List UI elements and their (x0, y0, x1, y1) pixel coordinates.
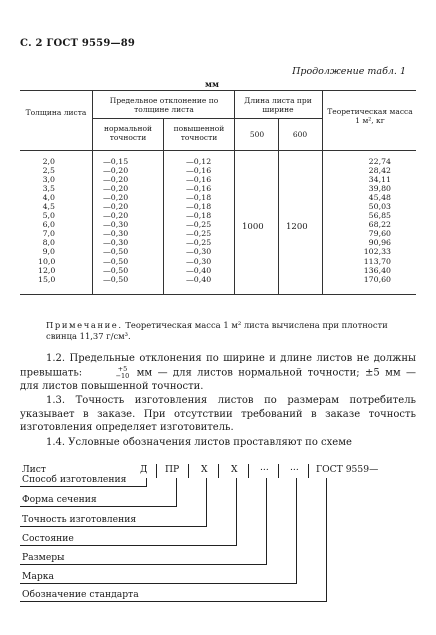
header-normal-accuracy: нормальной точности (104, 124, 152, 142)
scheme-leader-method (20, 486, 146, 487)
note-label: Примечание. (46, 320, 123, 330)
cell-high-deviation: —0,12 (186, 157, 212, 166)
scheme-sep (308, 464, 309, 478)
cell-mass: 22,74 (368, 157, 391, 166)
scheme-label-condition: Состояние (22, 533, 74, 544)
cell-mass: 28,42 (368, 166, 391, 176)
tolerance-upper: +5 (117, 364, 128, 373)
cell-length-500: 1000 (242, 222, 264, 232)
cell-high-deviation: —0,25 (186, 229, 212, 239)
header-length-group: Длина листа при ширине (244, 96, 312, 114)
table-vrule-sub-1 (163, 118, 164, 294)
scheme-standard-code: ГОСТ 9559— (316, 464, 379, 475)
cell-high-deviation: —0,18 (186, 211, 212, 221)
cell-normal-deviation: —0,20 (103, 175, 129, 185)
cell-thickness: 12,0 (38, 265, 56, 275)
table-top-rule (20, 90, 416, 91)
scheme-sep (156, 464, 157, 478)
scheme-condition-code: Х (231, 464, 238, 475)
tolerance-fraction (90, 366, 130, 380)
column-theoretical-mass (344, 157, 391, 284)
cell-high-deviation: —0,18 (186, 193, 212, 203)
cell-mass: 136,40 (363, 265, 391, 275)
header-width-600: 600 (292, 130, 308, 139)
cell-high-deviation: —0,18 (186, 202, 212, 212)
cell-thickness: 3,0 (42, 175, 55, 185)
cell-normal-deviation: —0,20 (103, 184, 129, 194)
cell-normal-deviation: —0,20 (103, 202, 129, 212)
scheme-drop (206, 478, 207, 527)
scheme-size-code: ... (260, 462, 269, 473)
table-continuation-label: Продолжение табл. 1 (292, 66, 406, 77)
cell-length-600: 1200 (286, 222, 308, 232)
cell-mass: 39,80 (368, 184, 391, 194)
cell-thickness: 8,0 (42, 238, 55, 248)
cell-thickness: 3,5 (42, 184, 55, 194)
cell-normal-deviation: —0,15 (103, 157, 129, 166)
scheme-leader-accuracy (20, 526, 206, 527)
scheme-sep (278, 464, 279, 478)
scheme-sep (188, 464, 189, 478)
scheme-grade-code: ... (290, 462, 299, 473)
paragraph-1-2-end: мм — для листов нормальной точности; ±5 мм — для листов повышенной точности. (20, 367, 417, 392)
scheme-sheet-label: Лист (22, 464, 47, 475)
table-vrule-1 (92, 90, 93, 294)
cell-thickness: 15,0 (38, 274, 56, 284)
cell-mass: 79,60 (368, 229, 391, 239)
cell-mass: 102,33 (363, 247, 391, 257)
scheme-label-accuracy: Точность изготовления (22, 514, 137, 525)
scheme-accuracy-code: Х (201, 464, 208, 475)
cell-mass: 113,70 (363, 256, 391, 266)
table-subheader-rule (92, 118, 322, 119)
table-vrule-3 (322, 90, 323, 294)
cell-high-deviation: —0,25 (186, 238, 212, 248)
cell-thickness: 4,5 (42, 202, 55, 212)
scheme-sep (218, 464, 219, 478)
cell-mass: 34,11 (368, 175, 391, 185)
cell-high-deviation: —0,40 (186, 274, 212, 284)
scheme-leader-section (20, 506, 176, 507)
scheme-method-code: Д (140, 464, 148, 475)
table-header-rule (20, 150, 416, 151)
cell-thickness: 10,0 (38, 256, 56, 266)
cell-high-deviation: —0,40 (186, 265, 212, 275)
cell-normal-deviation: —0,50 (103, 256, 129, 266)
paragraph-1-4: 1.4. Условные обозначения листов проставляют по схеме (46, 437, 352, 448)
scheme-leader-size (20, 564, 266, 565)
cell-high-deviation: —0,16 (186, 184, 212, 194)
scheme-drop (236, 478, 237, 546)
paragraph-1-2 (20, 352, 416, 393)
column-high-deviation (186, 157, 216, 284)
paragraph-1-3: 1.3. Точность изготовления листов по размерам потребитель указывает в заказе. При отсутствии требований в заказе точность изготовления определяет изготовитель. (20, 395, 416, 433)
cell-normal-deviation: —0,30 (103, 229, 129, 239)
table-vrule-sub-2 (278, 118, 279, 294)
scheme-drop (146, 478, 147, 487)
cell-thickness: 6,0 (42, 220, 55, 230)
page-header: С. 2 ГОСТ 9559—89 (20, 38, 136, 49)
cell-thickness: 5,0 (42, 211, 55, 221)
paragraph-1-2-start: 1.2. Предельные отклонения по ширине и длине листов не должны превышать: (20, 353, 416, 378)
table-unit: мм (205, 79, 219, 89)
column-thickness (38, 157, 55, 284)
cell-thickness: 7,0 (42, 229, 55, 239)
cell-normal-deviation: —0,20 (103, 211, 129, 221)
tolerance-lower: −10 (115, 371, 130, 380)
cell-mass: 90,96 (368, 238, 391, 248)
column-normal-deviation (103, 157, 133, 284)
cell-normal-deviation: —0,30 (103, 238, 129, 248)
cell-mass: 56,85 (368, 211, 391, 221)
cell-mass: 45,48 (368, 193, 391, 203)
cell-mass: 68,22 (368, 220, 391, 230)
cell-high-deviation: —0,16 (186, 166, 212, 176)
scheme-leader-condition (20, 545, 236, 546)
scheme-leader-standard (20, 601, 326, 602)
cell-thickness: 9,0 (42, 247, 55, 257)
scheme-section-code: ПР (165, 464, 180, 475)
scheme-leader-grade (20, 583, 296, 584)
cell-normal-deviation: —0,20 (103, 166, 129, 176)
scheme-label-size: Размеры (22, 552, 65, 563)
header-high-accuracy: повышенной точности (173, 124, 225, 142)
cell-normal-deviation: —0,50 (103, 247, 129, 257)
scheme-label-standard: Обозначение стандарта (22, 589, 139, 600)
scheme-drop (326, 478, 327, 602)
cell-high-deviation: —0,30 (186, 256, 212, 266)
header-width-500: 500 (249, 130, 265, 139)
table-note (46, 320, 418, 342)
scheme-label-section: Форма сечения (22, 494, 97, 505)
cell-normal-deviation: —0,50 (103, 265, 129, 275)
scheme-label-grade: Марка (22, 571, 54, 582)
scheme-drop (176, 478, 177, 507)
scheme-drop (296, 478, 297, 584)
cell-mass: 50,03 (368, 202, 391, 212)
cell-thickness: 4,0 (42, 193, 55, 203)
cell-high-deviation: —0,25 (186, 220, 212, 230)
cell-mass: 170,60 (363, 274, 391, 284)
header-deviation-group: Предельное отклонение по толщине листа (109, 96, 219, 114)
table-bottom-rule (20, 294, 416, 295)
scheme-drop (266, 478, 267, 565)
header-thickness: Толщина листа (25, 108, 87, 117)
cell-high-deviation: —0,30 (186, 247, 212, 257)
cell-normal-deviation: —0,50 (103, 274, 129, 284)
cell-normal-deviation: —0,30 (103, 220, 129, 230)
scheme-label-method: Способ изготовления (22, 474, 127, 485)
scheme-sep (248, 464, 249, 478)
cell-normal-deviation: —0,20 (103, 193, 129, 203)
cell-thickness: 2,5 (42, 166, 55, 176)
cell-thickness: 2,0 (42, 157, 55, 166)
cell-high-deviation: —0,16 (186, 175, 212, 185)
table-vrule-2 (234, 90, 235, 294)
note-text: Теоретическая масса 1 м² листа вычислена при плотности свинца 11,37 г/см³. (46, 320, 388, 341)
header-theoretical-mass: Теоретическая масса 1 м², кг (327, 107, 413, 125)
